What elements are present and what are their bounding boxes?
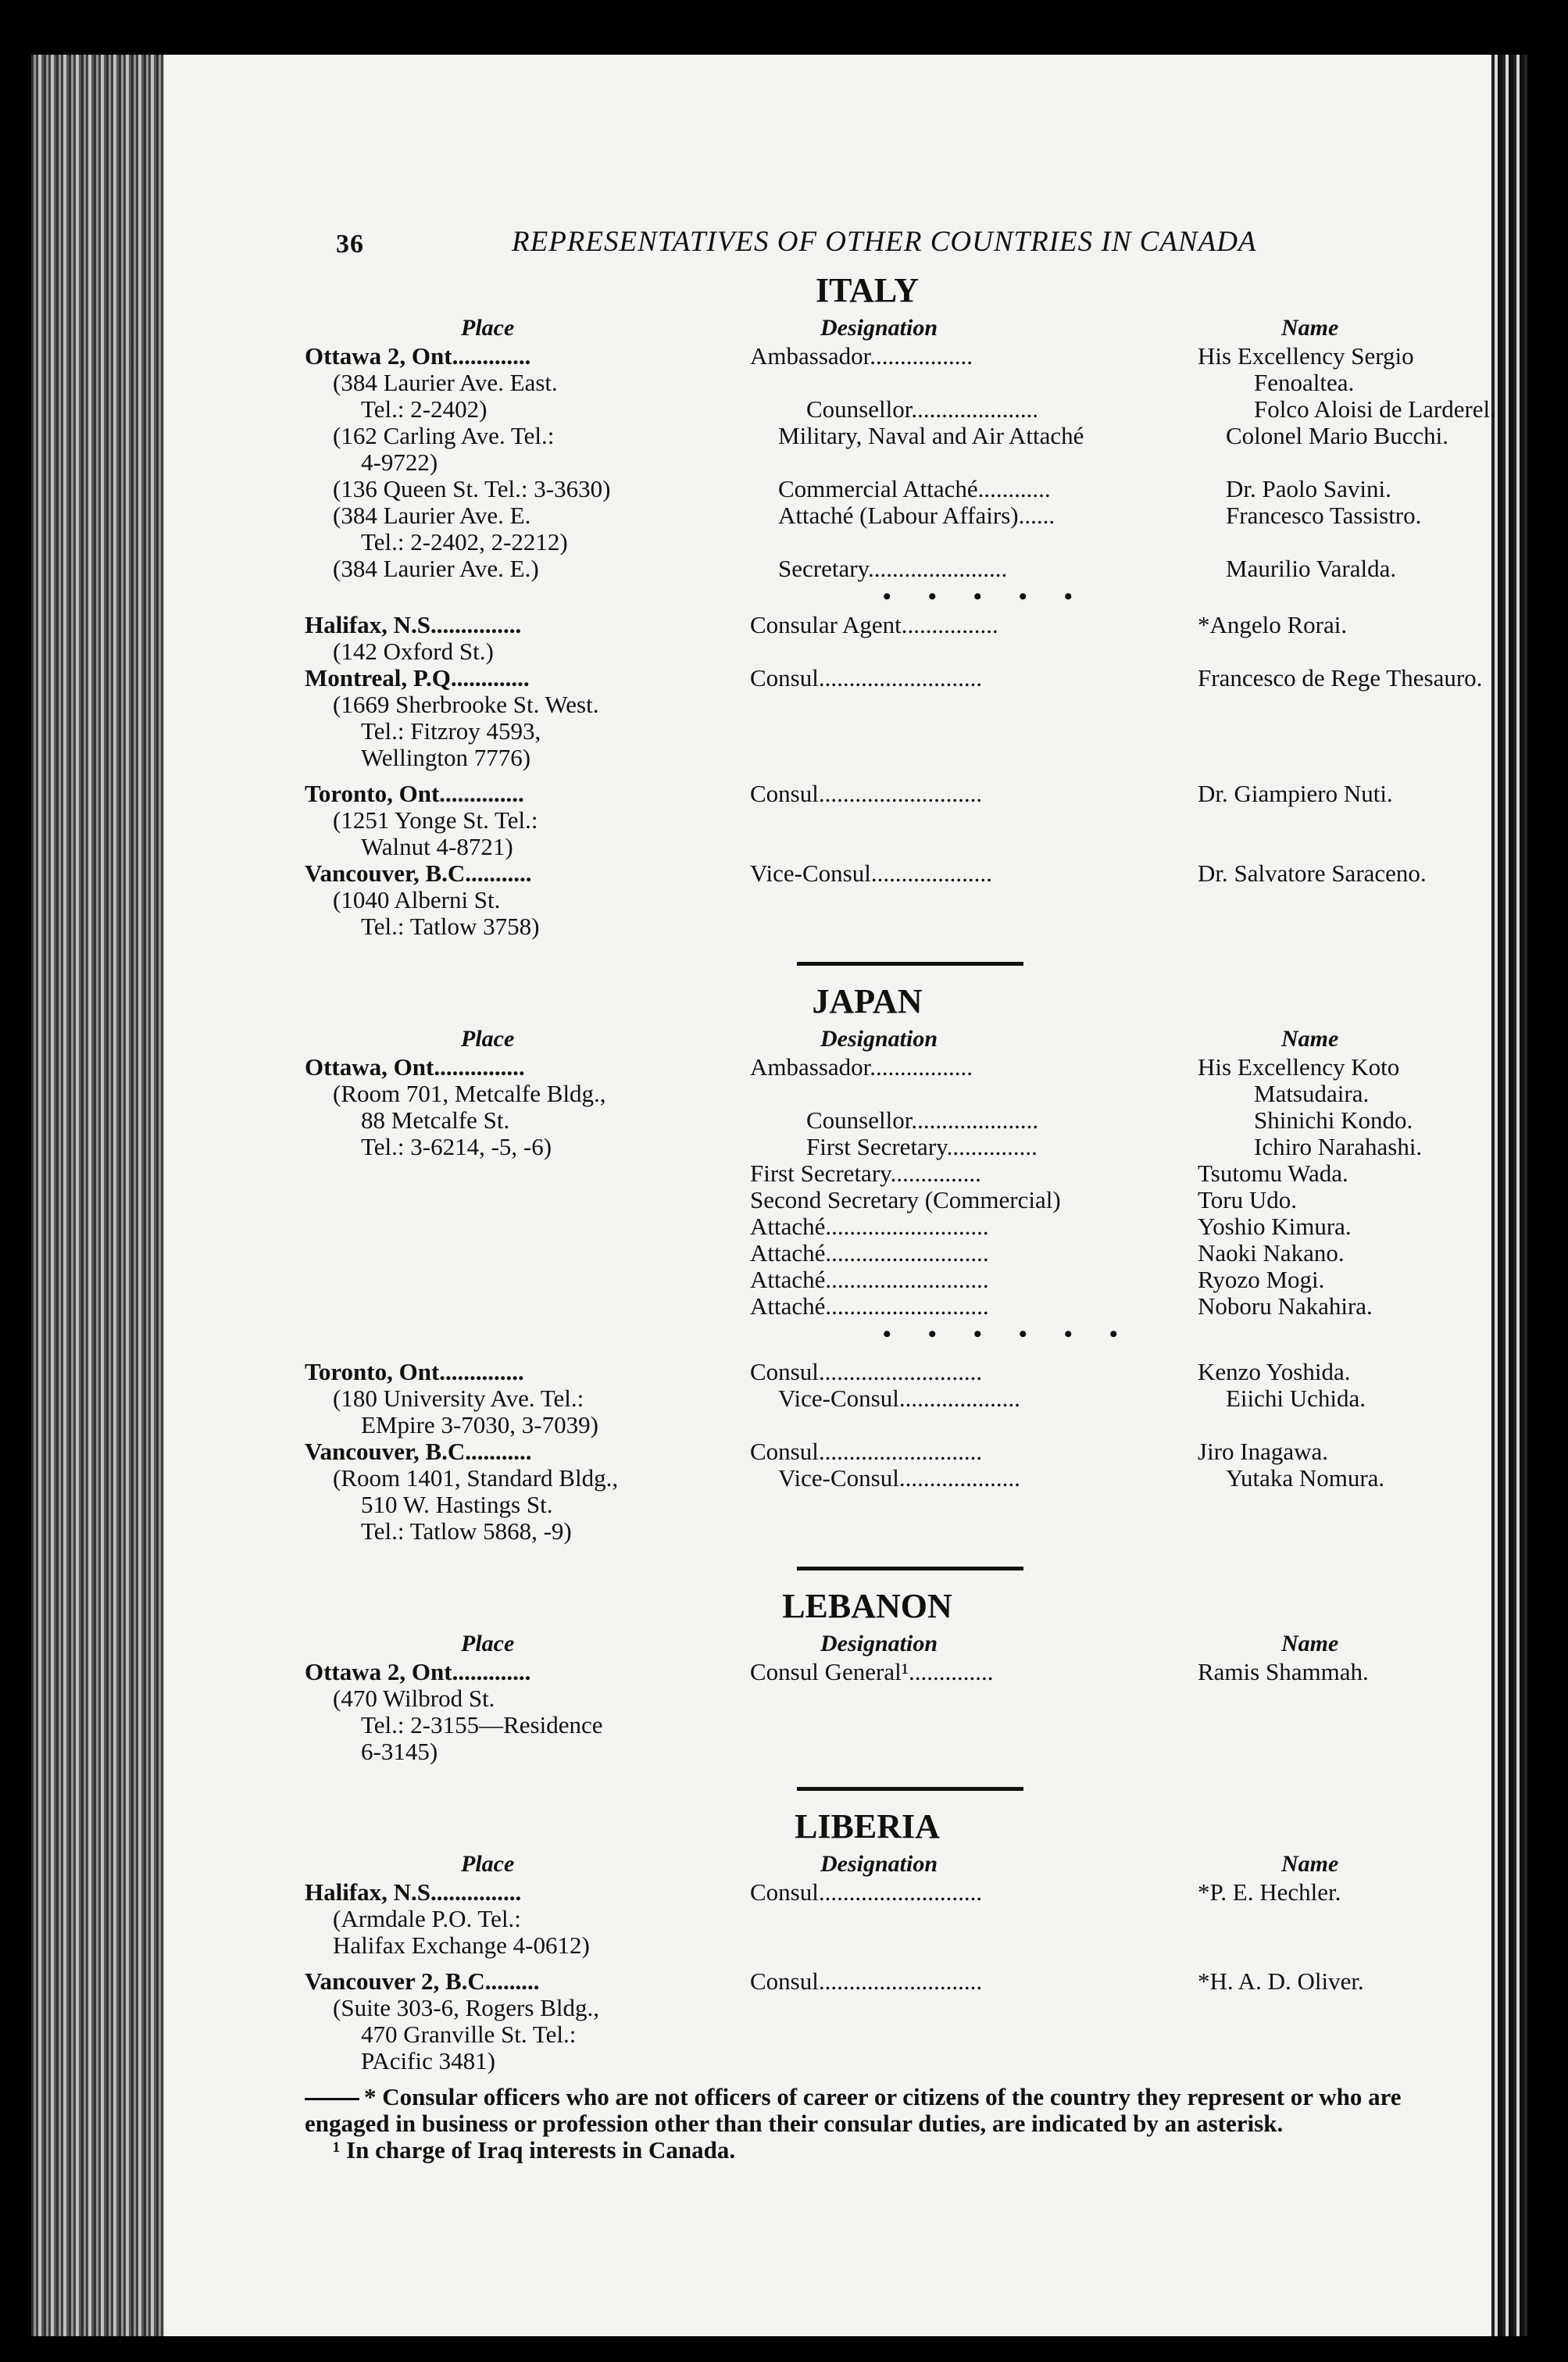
name-header: Name xyxy=(1281,1851,1339,1877)
name-header: Name xyxy=(1281,1631,1339,1656)
place-cell: EMpire 3-7030, 3-7039) xyxy=(361,1411,598,1438)
table-row xyxy=(305,1107,1523,1134)
name-cell: Dr. Giampiero Nuti. xyxy=(1198,780,1393,807)
page-binding-shadow xyxy=(31,55,164,2336)
section-separator-dots: • • • • • • xyxy=(883,1321,1134,1347)
place-header: Place xyxy=(461,1851,515,1877)
table-row xyxy=(305,745,1523,771)
name-cell: Matsudaira. xyxy=(1254,1080,1370,1107)
place-cell: Toronto, Ont.............. xyxy=(305,1358,524,1385)
place-cell: Halifax, N.S............... xyxy=(305,611,522,638)
designation-cell xyxy=(778,1081,1212,1107)
place-cell: (Armdale P.O. Tel.: xyxy=(333,1905,521,1932)
place-cell: Vancouver, B.C........... xyxy=(305,1438,532,1465)
place-cell: 88 Metcalfe St. xyxy=(361,1106,510,1134)
place-header: Place xyxy=(461,1631,515,1656)
designation-cell: Consul........................... xyxy=(750,781,983,807)
place-cell: (1669 Sherbrooke St. West. xyxy=(333,691,599,718)
name-cell: Francesco Tassistro. xyxy=(1226,502,1422,529)
designation-cell: Counsellor..................... xyxy=(806,1107,1039,1134)
page-content xyxy=(305,219,1523,2164)
designation-cell: First Secretary............... xyxy=(750,1160,981,1187)
designation-header: Designation xyxy=(820,1631,938,1656)
table-row xyxy=(305,1995,1523,2021)
table-row xyxy=(305,781,1523,807)
place-cell xyxy=(305,1267,727,1293)
table-row xyxy=(305,1134,1523,1160)
designation-cell: Commercial Attaché............ xyxy=(778,476,1051,502)
name-header: Name xyxy=(1281,1026,1339,1052)
place-cell: Ottawa 2, Ont............. xyxy=(305,1658,531,1685)
table-row xyxy=(305,1968,1523,1995)
place-cell: Tel.: Fitzroy 4593, xyxy=(361,717,541,745)
designation-header: Designation xyxy=(820,1026,938,1052)
place-cell: (384 Laurier Ave. East. xyxy=(333,369,558,396)
place-cell: Ottawa 2, Ont............. xyxy=(305,342,531,370)
section-rule xyxy=(797,962,1023,966)
column-headers xyxy=(305,1851,1523,1879)
designation-cell: Consul........................... xyxy=(750,1438,983,1465)
footnote-asterisk: * Consular officers who are not officers of career or citizens of the country they represent or who are engaged in business or profession other than their consular duties, are indicated by an asterisk. xyxy=(305,2083,1402,2137)
place-cell: (Room 701, Metcalfe Bldg., xyxy=(333,1080,606,1107)
table-row xyxy=(305,1081,1523,1107)
table-row xyxy=(305,913,1523,940)
name-cell: Noboru Nakahira. xyxy=(1198,1292,1373,1320)
table-row xyxy=(305,1712,1523,1738)
place-cell: (180 University Ave. Tel.: xyxy=(333,1385,584,1412)
table-row xyxy=(305,2048,1523,2074)
book-page xyxy=(31,55,1527,2336)
designation-cell: Ambassador................. xyxy=(750,1054,973,1081)
table-row xyxy=(305,1906,1523,1932)
place-cell: 4-9722) xyxy=(361,448,438,476)
table-row xyxy=(305,1267,1523,1293)
footnote-one: ¹ In charge of Iraq interests in Canada. xyxy=(333,2136,736,2164)
name-cell: Dr. Paolo Savini. xyxy=(1226,475,1391,502)
name-cell: *P. E. Hechler. xyxy=(1198,1878,1341,1906)
column-headers xyxy=(305,315,1523,343)
name-cell: Folco Aloisi de Larderel. xyxy=(1254,395,1496,423)
table-row xyxy=(305,343,1523,370)
table-row xyxy=(305,1438,1523,1465)
name-cell: Tsutomu Wada. xyxy=(1198,1160,1348,1187)
place-cell: Wellington 7776) xyxy=(361,744,531,771)
table-row xyxy=(305,1385,1523,1412)
table-row xyxy=(305,1465,1523,1492)
table-row xyxy=(305,1412,1523,1438)
place-cell: Tel.: 2-2402, 2-2212) xyxy=(361,528,568,556)
designation-cell: Secretary....................... xyxy=(778,556,1008,582)
table-row xyxy=(305,476,1523,502)
place-cell: Tel.: Tatlow 5868, -9) xyxy=(361,1517,572,1545)
table-row xyxy=(305,887,1523,913)
designation-cell: Military, Naval and Air Attaché xyxy=(778,423,1084,449)
designation-cell: Consul General¹.............. xyxy=(750,1659,994,1685)
name-cell: Naoki Nakano. xyxy=(1198,1239,1345,1267)
place-cell: (162 Carling Ave. Tel.: xyxy=(333,422,555,449)
designation-cell: Vice-Consul.................... xyxy=(778,1385,1020,1412)
place-cell: (470 Wilbrod St. xyxy=(333,1685,495,1712)
table-row xyxy=(305,1293,1523,1320)
column-headers xyxy=(305,1631,1523,1659)
page-number: 36 xyxy=(336,230,364,259)
name-cell: Kenzo Yoshida. xyxy=(1198,1358,1351,1385)
name-cell: Dr. Salvatore Saraceno. xyxy=(1198,859,1427,887)
name-cell: Ramis Shammah. xyxy=(1198,1658,1369,1685)
place-cell: (1251 Yonge St. Tel.: xyxy=(333,806,538,834)
place-cell: Montreal, P.Q............. xyxy=(305,664,530,691)
place-cell: Toronto, Ont.............. xyxy=(305,780,524,807)
designation-cell: Consul........................... xyxy=(750,1879,983,1906)
table-row xyxy=(305,1054,1523,1081)
place-cell: Vancouver 2, B.C......... xyxy=(305,1967,540,1995)
table-row xyxy=(305,1932,1523,1959)
name-header: Name xyxy=(1281,315,1339,341)
designation-cell: Consul........................... xyxy=(750,1968,983,1995)
country-heading-italy: ITALY xyxy=(815,271,920,309)
place-header: Place xyxy=(461,1026,515,1052)
designation-cell: Vice-Consul.................... xyxy=(750,860,992,887)
designation-cell: Attaché (Labour Affairs)...... xyxy=(778,502,1055,529)
name-cell: Ryozo Mogi. xyxy=(1198,1266,1325,1293)
table-row xyxy=(305,718,1523,745)
place-cell: (1040 Alberni St. xyxy=(333,886,501,913)
place-cell xyxy=(305,1160,727,1187)
name-cell: Toru Udo. xyxy=(1198,1186,1297,1213)
table-row xyxy=(305,2021,1523,2048)
table-row xyxy=(305,691,1523,718)
name-cell: Ichiro Narahashi. xyxy=(1254,1133,1423,1160)
country-heading-japan: JAPAN xyxy=(812,982,923,1020)
table-row xyxy=(305,1685,1523,1712)
footnote-rule xyxy=(305,2098,359,2100)
footnotes xyxy=(305,2084,1477,2164)
table-row xyxy=(305,1187,1523,1213)
place-cell: Vancouver, B.C........... xyxy=(305,859,532,887)
section-rule xyxy=(797,1787,1023,1791)
place-cell: (Room 1401, Standard Bldg., xyxy=(333,1464,619,1492)
place-cell xyxy=(305,1293,727,1320)
table-row xyxy=(305,1160,1523,1187)
table-row xyxy=(305,449,1523,476)
table-row xyxy=(305,1359,1523,1385)
place-cell xyxy=(305,1213,727,1240)
place-cell: Tel.: Tatlow 3758) xyxy=(361,913,540,940)
designation-cell: Vice-Consul.................... xyxy=(778,1465,1020,1492)
place-cell xyxy=(305,1240,727,1267)
designation-cell: Counsellor..................... xyxy=(806,396,1039,423)
table-row xyxy=(305,665,1523,691)
designation-cell: Attaché........................... xyxy=(750,1240,989,1267)
designation-cell: Attaché........................... xyxy=(750,1267,989,1293)
running-title: REPRESENTATIVES OF OTHER COUNTRIES IN CANADA xyxy=(512,226,1257,258)
table-row xyxy=(305,834,1523,860)
designation-header: Designation xyxy=(820,315,938,341)
name-cell: Jiro Inagawa. xyxy=(1198,1438,1328,1465)
table-row xyxy=(305,1518,1523,1545)
place-cell: Tel.: 2-3155—Residence xyxy=(361,1711,603,1738)
name-cell: Francesco de Rege Thesauro. xyxy=(1198,664,1483,691)
table-row xyxy=(305,638,1523,665)
name-cell: Shinichi Kondo. xyxy=(1254,1106,1413,1134)
table-row xyxy=(305,1492,1523,1518)
table-row xyxy=(305,807,1523,834)
place-cell: (384 Laurier Ave. E.) xyxy=(333,555,539,582)
place-cell: Halifax, N.S............... xyxy=(305,1878,522,1906)
name-cell: *Angelo Rorai. xyxy=(1198,611,1348,638)
table-row xyxy=(305,423,1523,449)
name-cell: His Excellency Sergio xyxy=(1198,342,1414,370)
table-row xyxy=(305,502,1523,529)
name-cell: Eiichi Uchida. xyxy=(1226,1385,1366,1412)
section-separator-dots: • • • • • xyxy=(883,584,1088,609)
place-cell: (142 Oxford St.) xyxy=(333,638,494,665)
place-cell: (Suite 303-6, Rogers Bldg., xyxy=(333,1994,599,2021)
table-row xyxy=(305,529,1523,556)
place-cell: Ottawa, Ont............... xyxy=(305,1053,525,1081)
designation-cell: Attaché........................... xyxy=(750,1213,989,1240)
table-row xyxy=(305,1879,1523,1906)
name-cell: Maurilio Varalda. xyxy=(1226,555,1397,582)
table-row xyxy=(305,556,1523,582)
name-cell: Fenoaltea. xyxy=(1254,369,1355,396)
designation-cell: First Secretary............... xyxy=(806,1134,1038,1160)
place-cell: 510 W. Hastings St. xyxy=(361,1491,553,1518)
name-cell: Colonel Mario Bucchi. xyxy=(1226,422,1448,449)
place-cell: 6-3145) xyxy=(361,1738,438,1765)
designation-cell: Attaché........................... xyxy=(750,1293,989,1320)
name-cell: Yoshio Kimura. xyxy=(1198,1213,1352,1240)
place-cell: Halifax Exchange 4-0612) xyxy=(333,1931,590,1959)
place-cell xyxy=(305,1187,727,1213)
designation-cell: Consul........................... xyxy=(750,1359,983,1385)
designation-cell xyxy=(778,370,1212,396)
country-heading-lebanon: LEBANON xyxy=(782,1587,952,1625)
place-cell: Tel.: 2-2402) xyxy=(361,395,488,423)
column-headers xyxy=(305,1026,1523,1054)
page-header xyxy=(305,219,1523,266)
table-row xyxy=(305,396,1523,423)
section-rule xyxy=(797,1567,1023,1570)
place-cell: PAcific 3481) xyxy=(361,2047,495,2074)
designation-cell: Second Secretary (Commercial) xyxy=(750,1187,1061,1213)
designation-header: Designation xyxy=(820,1851,938,1877)
country-heading-liberia: LIBERIA xyxy=(795,1807,940,1846)
name-cell: *H. A. D. Oliver. xyxy=(1198,1967,1364,1995)
designation-cell: Consular Agent................ xyxy=(750,612,998,638)
table-row xyxy=(305,1213,1523,1240)
name-cell: Yutaka Nomura. xyxy=(1226,1464,1385,1492)
table-row xyxy=(305,370,1523,396)
table-row xyxy=(305,1659,1523,1685)
place-cell: (136 Queen St. Tel.: 3-3630) xyxy=(333,475,611,502)
place-cell: Walnut 4-8721) xyxy=(361,833,513,860)
place-cell: Tel.: 3-6214, -5, -6) xyxy=(361,1133,552,1160)
table-row xyxy=(305,612,1523,638)
place-header: Place xyxy=(461,315,515,341)
table-row xyxy=(305,1240,1523,1267)
table-row xyxy=(305,860,1523,887)
table-row xyxy=(305,1738,1523,1765)
designation-cell: Consul........................... xyxy=(750,665,983,691)
place-cell: (384 Laurier Ave. E. xyxy=(333,502,531,529)
designation-cell: Ambassador................. xyxy=(750,343,973,370)
name-cell: His Excellency Koto xyxy=(1198,1053,1400,1081)
place-cell: 470 Granville St. Tel.: xyxy=(361,2021,577,2048)
